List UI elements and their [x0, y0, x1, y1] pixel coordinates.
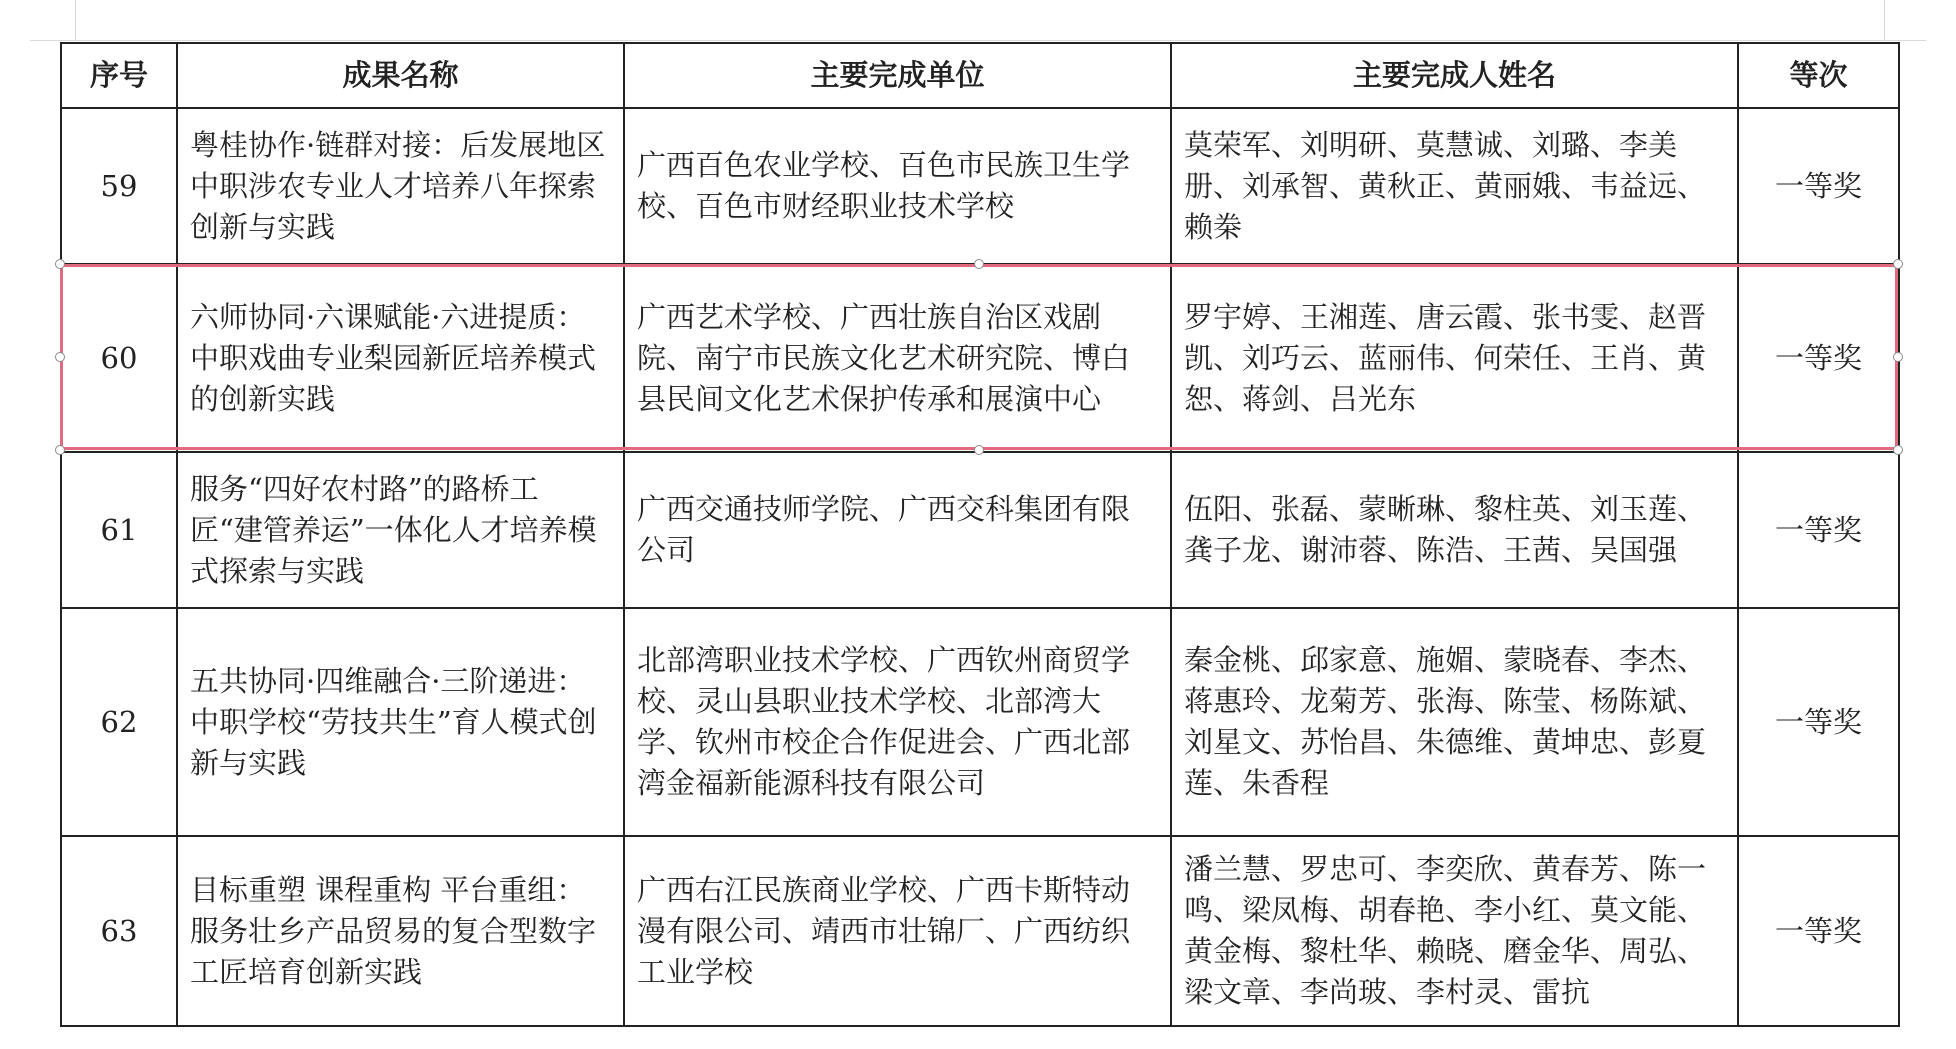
row-units: 广西右江民族商业学校、广西卡斯特动漫有限公司、靖西市壮锦厂、广西纺织工业学校	[624, 836, 1171, 1026]
page-margin-guide	[30, 40, 1926, 41]
table-row[interactable]	[61, 452, 1899, 608]
row-people: 罗宇婷、王湘莲、唐云霞、张书雯、赵晋凯、刘巧云、蓝丽伟、何荣任、王肖、黄恕、蒋剑、吕光东	[1171, 264, 1738, 452]
resize-handle-top-middle[interactable]	[974, 259, 984, 269]
row-title: 目标重塑 课程重构 平台重组：服务壮乡产品贸易的复合型数字工匠培育创新实践	[177, 836, 624, 1026]
resize-handle-top-right[interactable]	[1893, 259, 1903, 269]
row-index: 60	[61, 264, 177, 452]
row-award: 一等奖	[1738, 264, 1899, 452]
table-row[interactable]	[61, 608, 1899, 836]
row-award: 一等奖	[1738, 608, 1899, 836]
row-award: 一等奖	[1738, 108, 1899, 264]
header-title: 成果名称	[177, 43, 624, 108]
row-award: 一等奖	[1738, 452, 1899, 608]
table-header-row	[61, 43, 1899, 108]
table-row-selected[interactable]	[61, 264, 1899, 452]
header-award: 等次	[1738, 43, 1899, 108]
row-title: 服务“四好农村路”的路桥工匠“建管养运”一体化人才培养模式探索与实践	[177, 452, 624, 608]
row-index: 61	[61, 452, 177, 608]
row-index: 63	[61, 836, 177, 1026]
resize-handle-bottom-middle[interactable]	[974, 445, 984, 455]
row-units: 广西艺术学校、广西壮族自治区戏剧院、南宁市民族文化艺术研究院、博白县民间文化艺术保护传承和展演中心	[624, 264, 1171, 452]
table-row[interactable]	[61, 836, 1899, 1026]
row-title: 五共协同·四维融合·三阶递进：中职学校“劳技共生”育人模式创新与实践	[177, 608, 624, 836]
row-people: 秦金桃、邱家意、施媚、蒙晓春、李杰、蒋惠玲、龙菊芳、张海、陈莹、杨陈斌、刘星文、苏怡昌、朱德维、黄坤忠、彭夏莲、朱香程	[1171, 608, 1738, 836]
row-people: 莫荣军、刘明研、莫慧诚、刘璐、李美册、刘承智、黄秋正、黄丽娥、韦益远、赖桊	[1171, 108, 1738, 264]
table-row[interactable]	[61, 108, 1899, 264]
header-index: 序号	[61, 43, 177, 108]
row-index: 59	[61, 108, 177, 264]
resize-handle-top-left[interactable]	[55, 259, 65, 269]
row-people: 潘兰慧、罗忠可、李奕欣、黄春芳、陈一鸣、梁凤梅、胡春艳、李小红、莫文能、黄金梅、黎杜华、赖晓、磨金华、周弘、梁文章、李尚玻、李村灵、雷抗	[1171, 836, 1738, 1026]
row-units: 北部湾职业技术学校、广西钦州商贸学校、灵山县职业技术学校、北部湾大学、钦州市校企合作促进会、广西北部湾金福新能源科技有限公司	[624, 608, 1171, 836]
header-people: 主要完成人姓名	[1171, 43, 1738, 108]
row-index: 62	[61, 608, 177, 836]
resize-handle-bottom-left[interactable]	[55, 445, 65, 455]
row-units: 广西交通技师学院、广西交科集团有限公司	[624, 452, 1171, 608]
results-table	[60, 42, 1900, 1027]
page-margin-guide-left	[75, 0, 76, 40]
resize-handle-bottom-right[interactable]	[1893, 445, 1903, 455]
row-units: 广西百色农业学校、百色市民族卫生学校、百色市财经职业技术学校	[624, 108, 1171, 264]
resize-handle-middle-right[interactable]	[1893, 352, 1903, 362]
row-people: 伍阳、张磊、蒙晰琳、黎柱英、刘玉莲、龚子龙、谢沛蓉、陈浩、王茜、吴国强	[1171, 452, 1738, 608]
row-award: 一等奖	[1738, 836, 1899, 1026]
resize-handle-middle-left[interactable]	[55, 352, 65, 362]
row-title: 六师协同·六课赋能·六进提质：中职戏曲专业梨园新匠培养模式的创新实践	[177, 264, 624, 452]
page-margin-guide-right	[1884, 0, 1885, 40]
row-title: 粤桂协作·链群对接：后发展地区中职涉农专业人才培养八年探索创新与实践	[177, 108, 624, 264]
header-units: 主要完成单位	[624, 43, 1171, 108]
